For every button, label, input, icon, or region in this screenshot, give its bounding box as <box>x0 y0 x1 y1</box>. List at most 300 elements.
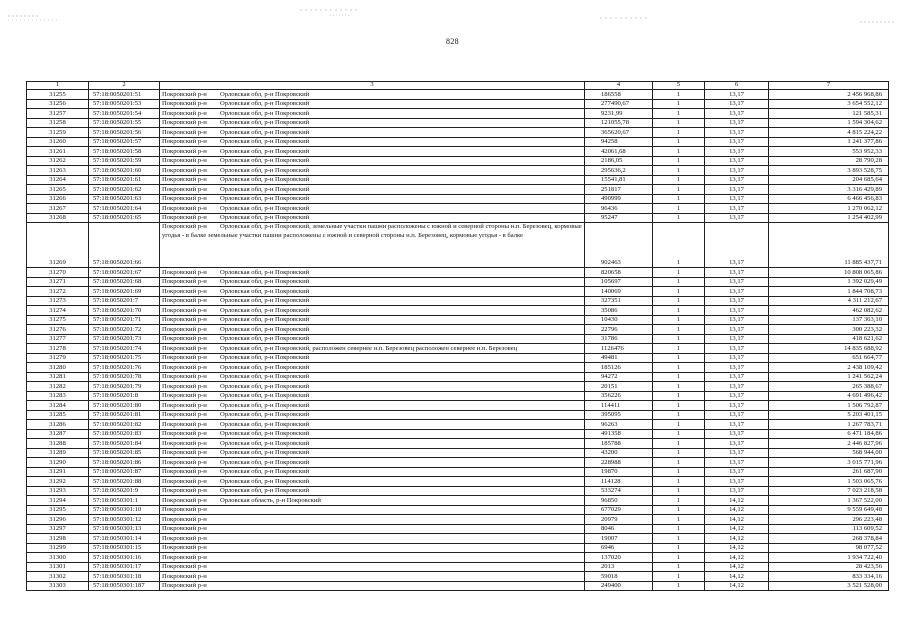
row-number-cell: 31264 <box>27 175 89 185</box>
area-cell: 295636,2 <box>585 166 653 176</box>
count-cell: 1 <box>653 99 705 109</box>
district-text: Покровский р-н <box>162 354 207 362</box>
table-row <box>27 363 889 373</box>
count-cell: 1 <box>653 306 705 316</box>
table-row <box>27 166 889 176</box>
value-cell: 1 392 029,49 <box>769 277 889 287</box>
cadastral-number-cell: 57:18:0050201:51 <box>89 90 160 100</box>
region-text: Орловская обл, р-н Покровский <box>220 430 310 438</box>
rate-cell: 13,17 <box>705 429 769 439</box>
area-cell: 15541,81 <box>585 175 653 185</box>
district-text: Покровский р-н <box>162 166 207 174</box>
count-cell: 1 <box>653 467 705 477</box>
area-cell: 228988 <box>585 458 653 468</box>
count-cell: 1 <box>653 296 705 306</box>
row-number-cell: 31269 <box>27 223 89 268</box>
row-number-cell: 31284 <box>27 401 89 411</box>
row-number-cell: 31294 <box>27 496 89 506</box>
value-cell: 268 378,84 <box>769 534 889 544</box>
table-row <box>27 147 889 157</box>
district-text: Покровский р-н <box>162 544 207 552</box>
address-cell <box>160 391 585 401</box>
area-cell: 59018 <box>585 572 653 582</box>
table-row <box>27 277 889 287</box>
count-cell: 1 <box>653 344 705 354</box>
rate-cell: 13,17 <box>705 439 769 449</box>
area-cell: 95247 <box>585 213 653 223</box>
cadastral-number-cell: 57:18:0050201:88 <box>89 477 160 487</box>
value-cell: 462 082,62 <box>769 306 889 316</box>
page-number: 828 <box>446 37 459 46</box>
row-number-cell: 31299 <box>27 543 89 553</box>
address-cell <box>160 439 585 449</box>
region-text: Орловская обл, р-н Покровский <box>220 468 310 476</box>
cadastral-number-cell: 57:18:0050201:84 <box>89 439 160 449</box>
area-cell: 20151 <box>585 382 653 392</box>
table-row <box>27 467 889 477</box>
rate-cell: 13,17 <box>705 486 769 496</box>
region-text: Орловская обл, р-н Покровский <box>220 382 310 390</box>
count-cell: 1 <box>653 496 705 506</box>
table-row <box>27 534 889 544</box>
address-cell <box>160 99 585 109</box>
region-text: Орловская обл, р-н Покровский <box>220 128 310 136</box>
cadastral-number-cell: 57:18:0050301:10 <box>89 505 160 515</box>
rate-cell: 13,17 <box>705 410 769 420</box>
address-cell <box>160 410 585 420</box>
value-cell: 4 691 496,42 <box>769 391 889 401</box>
area-cell: 365620,67 <box>585 128 653 138</box>
region-text: Орловская обл, р-н Покровский <box>220 147 310 155</box>
area-cell: 251817 <box>585 185 653 195</box>
table-row <box>27 496 889 506</box>
rate-cell: 14,12 <box>705 496 769 506</box>
rate-cell: 13,17 <box>705 99 769 109</box>
cadastral-number-cell: 57:18:0050201:7 <box>89 296 160 306</box>
region-text: Орловская обл, р-н Покровский <box>220 487 310 495</box>
region-text: Орловская обл, р-н Покровский, земельные участки пашни расположены с южной и северной стороны н.п. Березовец, кормовые угодья - в балке земельные участки пашни расположены с южной и северной стороны н.п. Березовец, кормовые угодья - в балке <box>162 223 582 239</box>
count-cell: 1 <box>653 90 705 100</box>
table-row <box>27 515 889 525</box>
rate-cell: 13,17 <box>705 315 769 325</box>
table-row <box>27 315 889 325</box>
column-header-1: 1 <box>27 82 89 90</box>
count-cell: 1 <box>653 391 705 401</box>
rate-cell: 13,17 <box>705 175 769 185</box>
rate-cell: 13,17 <box>705 372 769 382</box>
district-text: Покровский р-н <box>162 90 207 98</box>
table-row <box>27 306 889 316</box>
region-text: Орловская обл, р-н Покровский <box>220 449 310 457</box>
row-number-cell: 31301 <box>27 562 89 572</box>
table-row <box>27 185 889 195</box>
district-text: Покровский р-н <box>162 176 207 184</box>
count-cell: 1 <box>653 109 705 119</box>
region-text: Орловская обл, р-н Покровский <box>220 138 310 146</box>
count-cell: 1 <box>653 486 705 496</box>
region-text: Орловская обл, р-н Покровский <box>220 287 310 295</box>
row-number-cell: 31260 <box>27 137 89 147</box>
row-number-cell: 31286 <box>27 420 89 430</box>
table-row <box>27 334 889 344</box>
count-cell: 1 <box>653 534 705 544</box>
area-cell: 902463 <box>585 223 653 268</box>
district-text: Покровский р-н <box>162 344 207 352</box>
count-cell: 1 <box>653 166 705 176</box>
cadastral-number-cell: 57:18:0050201:57 <box>89 137 160 147</box>
area-cell: 49481 <box>585 353 653 363</box>
area-cell: 2186,05 <box>585 156 653 166</box>
area-cell: 140069 <box>585 287 653 297</box>
district-text: Покровский р-н <box>162 458 207 466</box>
address-cell <box>160 306 585 316</box>
cadastral-number-cell: 57:18:0050301:14 <box>89 534 160 544</box>
value-cell: 3 893 528,75 <box>769 166 889 176</box>
area-cell: 137020 <box>585 553 653 563</box>
value-cell: 6 466 456,83 <box>769 194 889 204</box>
address-cell <box>160 448 585 458</box>
row-number-cell: 31298 <box>27 534 89 544</box>
cadastral-number-cell: 57:18:0050201:61 <box>89 175 160 185</box>
area-cell: 185788 <box>585 439 653 449</box>
table-row <box>27 448 889 458</box>
cadastral-number-cell: 57:18:0050201:74 <box>89 344 160 354</box>
address-cell <box>160 467 585 477</box>
region-text: Орловская обл, р-н Покровский <box>220 119 310 127</box>
area-cell: 186558 <box>585 90 653 100</box>
area-cell: 8046 <box>585 524 653 534</box>
value-cell: 2 446 827,96 <box>769 439 889 449</box>
row-number-cell: 31300 <box>27 553 89 563</box>
rate-cell: 13,17 <box>705 118 769 128</box>
table-row <box>27 204 889 214</box>
address-cell <box>160 194 585 204</box>
area-cell: 114411 <box>585 401 653 411</box>
cadastral-number-cell: 57:18:0050201:85 <box>89 448 160 458</box>
area-cell: 10430 <box>585 315 653 325</box>
rate-cell: 13,17 <box>705 213 769 223</box>
cadastral-number-cell: 57:18:0050201:83 <box>89 429 160 439</box>
count-cell: 1 <box>653 315 705 325</box>
count-cell: 1 <box>653 524 705 534</box>
value-cell: 300 223,32 <box>769 325 889 335</box>
district-text: Покровский р-н <box>162 128 207 136</box>
rate-cell: 13,17 <box>705 268 769 278</box>
district-text: Покровский р-н <box>162 373 207 381</box>
area-cell: 35086 <box>585 306 653 316</box>
table-row <box>27 213 889 223</box>
area-cell: 94258 <box>585 137 653 147</box>
district-text: Покровский р-н <box>162 401 207 409</box>
table-row <box>27 410 889 420</box>
rate-cell: 13,17 <box>705 185 769 195</box>
address-cell <box>160 175 585 185</box>
address-cell <box>160 429 585 439</box>
rate-cell: 13,17 <box>705 344 769 354</box>
district-text: Покровский р-н <box>162 214 207 222</box>
value-cell: 1 934 722,40 <box>769 553 889 563</box>
district-text: Покровский р-н <box>162 204 207 212</box>
row-number-cell: 31270 <box>27 268 89 278</box>
table-row <box>27 296 889 306</box>
row-number-cell: 31290 <box>27 458 89 468</box>
cadastral-number-cell: 57:18:0050301:18 <box>89 572 160 582</box>
value-cell: 265 388,67 <box>769 382 889 392</box>
region-text: Орловская обл, р-н Покровский <box>220 278 310 286</box>
area-cell: 114128 <box>585 477 653 487</box>
rate-cell: 13,17 <box>705 147 769 157</box>
row-number-cell: 31266 <box>27 194 89 204</box>
value-cell: 3 521 528,00 <box>769 581 889 591</box>
value-cell: 568 944,00 <box>769 448 889 458</box>
row-number-cell: 31267 <box>27 204 89 214</box>
value-cell: 7 023 218,58 <box>769 486 889 496</box>
region-text: Орловская обл, р-н Покровский <box>220 439 310 447</box>
value-cell: 28 790,28 <box>769 156 889 166</box>
region-text: Орловская обл, р-н Покровский <box>220 166 310 174</box>
address-cell <box>160 543 585 553</box>
value-cell: 4 815 224,22 <box>769 128 889 138</box>
value-cell: 1 241 377,86 <box>769 137 889 147</box>
count-cell: 1 <box>653 572 705 582</box>
table-row <box>27 524 889 534</box>
value-cell: 261 687,90 <box>769 467 889 477</box>
address-cell <box>160 534 585 544</box>
value-cell: 1 844 708,73 <box>769 287 889 297</box>
table-row <box>27 458 889 468</box>
cadastral-number-cell: 57:18:0050201:8 <box>89 391 160 401</box>
count-cell: 1 <box>653 562 705 572</box>
address-cell <box>160 147 585 157</box>
address-cell <box>160 204 585 214</box>
row-number-cell: 31296 <box>27 515 89 525</box>
address-cell <box>160 156 585 166</box>
cadastral-number-cell: 57:18:0050201:73 <box>89 334 160 344</box>
district-text: Покровский р-н <box>162 100 207 108</box>
region-text: Орловская обл, р-н Покровский <box>220 297 310 305</box>
district-text: Покровский р-н <box>162 430 207 438</box>
row-number-cell: 31276 <box>27 325 89 335</box>
cadastral-number-cell: 57:18:0050201:70 <box>89 306 160 316</box>
region-text: Орловская обл, р-н Покровский <box>220 420 310 428</box>
row-number-cell: 31261 <box>27 147 89 157</box>
table-row <box>27 156 889 166</box>
area-cell: 356226 <box>585 391 653 401</box>
value-cell: 2 438 109,42 <box>769 363 889 373</box>
rate-cell: 14,12 <box>705 572 769 582</box>
region-text: Орловская обл, р-н Покровский <box>220 401 310 409</box>
region-text: Орловская обл, р-н Покровский <box>220 176 310 184</box>
district-text: Покровский р-н <box>162 109 207 117</box>
region-text: Орловская обл, р-н Покровский <box>220 373 310 381</box>
table-body <box>27 90 889 591</box>
district-text: Покровский р-н <box>162 392 207 400</box>
district-text: Покровский р-н <box>162 138 207 146</box>
area-cell: 20979 <box>585 515 653 525</box>
address-cell <box>160 458 585 468</box>
row-number-cell: 31279 <box>27 353 89 363</box>
row-number-cell: 31272 <box>27 287 89 297</box>
rate-cell: 13,17 <box>705 194 769 204</box>
row-number-cell: 31256 <box>27 99 89 109</box>
area-cell: 491358 <box>585 429 653 439</box>
count-cell: 1 <box>653 505 705 515</box>
area-cell: 2013 <box>585 562 653 572</box>
count-cell: 1 <box>653 543 705 553</box>
district-text: Покровский р-н <box>162 525 207 533</box>
table-row <box>27 553 889 563</box>
land-registry-table <box>26 81 889 591</box>
row-number-cell: 31289 <box>27 448 89 458</box>
value-cell: 3 015 771,96 <box>769 458 889 468</box>
count-cell: 1 <box>653 448 705 458</box>
district-text: Покровский р-н <box>162 195 207 203</box>
cadastral-number-cell: 57:18:0050201:76 <box>89 363 160 373</box>
table-row <box>27 572 889 582</box>
count-cell: 1 <box>653 429 705 439</box>
row-number-cell: 31292 <box>27 477 89 487</box>
row-number-cell: 31280 <box>27 363 89 373</box>
rate-cell: 13,17 <box>705 223 769 268</box>
cadastral-number-cell: 57:18:0050201:86 <box>89 458 160 468</box>
table-row <box>27 99 889 109</box>
cadastral-number-cell: 57:18:0050301:187 <box>89 581 160 591</box>
count-cell: 1 <box>653 372 705 382</box>
value-cell: 1 270 062,12 <box>769 204 889 214</box>
area-cell: 96850 <box>585 496 653 506</box>
address-cell <box>160 277 585 287</box>
cadastral-number-cell: 57:18:0050201:64 <box>89 204 160 214</box>
count-cell: 1 <box>653 410 705 420</box>
area-cell: 1126476 <box>585 344 653 354</box>
count-cell: 1 <box>653 137 705 147</box>
rate-cell: 14,12 <box>705 505 769 515</box>
count-cell: 1 <box>653 277 705 287</box>
table-row <box>27 109 889 119</box>
region-text: Орловская обл, р-н Покровский <box>220 325 310 333</box>
rate-cell: 13,17 <box>705 128 769 138</box>
value-cell: 3 316 429,89 <box>769 185 889 195</box>
address-cell <box>160 477 585 487</box>
address-cell <box>160 486 585 496</box>
count-cell: 1 <box>653 185 705 195</box>
cadastral-number-cell: 57:18:0050201:81 <box>89 410 160 420</box>
address-cell <box>160 334 585 344</box>
row-number-cell: 31281 <box>27 372 89 382</box>
area-cell: 121055,78 <box>585 118 653 128</box>
district-text: Покровский р-н <box>162 147 207 155</box>
area-cell: 677029 <box>585 505 653 515</box>
table-row <box>27 401 889 411</box>
row-number-cell: 31263 <box>27 166 89 176</box>
column-header-6: 6 <box>705 82 769 90</box>
row-number-cell: 31274 <box>27 306 89 316</box>
value-cell: 2 456 968,86 <box>769 90 889 100</box>
rate-cell: 13,17 <box>705 401 769 411</box>
address-cell <box>160 353 585 363</box>
address-cell <box>160 223 585 268</box>
rate-cell: 13,17 <box>705 137 769 147</box>
address-cell <box>160 137 585 147</box>
cadastral-number-cell: 57:18:0050201:54 <box>89 109 160 119</box>
district-text: Покровский р-н <box>162 363 207 371</box>
rate-cell: 13,17 <box>705 90 769 100</box>
rate-cell: 13,17 <box>705 156 769 166</box>
row-number-cell: 31275 <box>27 315 89 325</box>
table-row <box>27 429 889 439</box>
district-text: Покровский р-н <box>162 287 207 295</box>
count-cell: 1 <box>653 515 705 525</box>
count-cell: 1 <box>653 175 705 185</box>
address-cell <box>160 287 585 297</box>
address-cell <box>160 515 585 525</box>
area-cell: 533274 <box>585 486 653 496</box>
row-number-cell: 31302 <box>27 572 89 582</box>
area-cell: 96436 <box>585 204 653 214</box>
value-cell: 1 267 783,71 <box>769 420 889 430</box>
rate-cell: 14,12 <box>705 543 769 553</box>
district-text: Покровский р-н <box>162 534 207 542</box>
cadastral-number-cell: 57:18:0050201:65 <box>89 213 160 223</box>
address-cell <box>160 363 585 373</box>
district-text: Покровский р-н <box>162 553 207 561</box>
cadastral-number-cell: 57:18:0050201:66 <box>89 223 160 268</box>
row-number-cell: 31271 <box>27 277 89 287</box>
region-text: Орловская обл, р-н Покровский <box>220 214 310 222</box>
count-cell: 1 <box>653 268 705 278</box>
count-cell: 1 <box>653 325 705 335</box>
cadastral-number-cell: 57:18:0050201:53 <box>89 99 160 109</box>
rate-cell: 14,12 <box>705 581 769 591</box>
row-number-cell: 31258 <box>27 118 89 128</box>
cadastral-number-cell: 57:18:0050201:63 <box>89 194 160 204</box>
cadastral-number-cell: 57:18:0050201:67 <box>89 268 160 278</box>
count-cell: 1 <box>653 213 705 223</box>
rate-cell: 13,17 <box>705 287 769 297</box>
row-number-cell: 31257 <box>27 109 89 119</box>
cadastral-number-cell: 57:18:0050201:82 <box>89 420 160 430</box>
area-cell: 19007 <box>585 534 653 544</box>
value-cell: 14 835 688,92 <box>769 344 889 354</box>
column-header-4: 4 <box>585 82 653 90</box>
table-row <box>27 439 889 449</box>
cadastral-number-cell: 57:18:0050201:87 <box>89 467 160 477</box>
row-number-cell: 31297 <box>27 524 89 534</box>
value-cell: 833 334,16 <box>769 572 889 582</box>
column-header-7: 7 <box>769 82 889 90</box>
count-cell: 1 <box>653 147 705 157</box>
table-row <box>27 391 889 401</box>
district-text: Покровский р-н <box>162 278 207 286</box>
value-cell: 418 621,62 <box>769 334 889 344</box>
district-text: Покровский р-н <box>162 119 207 127</box>
area-cell: 6946 <box>585 543 653 553</box>
area-cell: 277490,67 <box>585 99 653 109</box>
rate-cell: 14,12 <box>705 534 769 544</box>
value-cell: 98 077,52 <box>769 543 889 553</box>
address-cell <box>160 344 585 354</box>
table-row <box>27 477 889 487</box>
region-text: Орловская обл, р-н Покровский <box>220 354 310 362</box>
cadastral-number-cell: 57:18:0050201:78 <box>89 372 160 382</box>
cadastral-number-cell: 57:18:0050201:69 <box>89 287 160 297</box>
cadastral-number-cell: 57:18:0050201:71 <box>89 315 160 325</box>
region-text: Орловская обл, р-н Покровский <box>220 477 310 485</box>
rate-cell: 13,17 <box>705 363 769 373</box>
rate-cell: 13,17 <box>705 382 769 392</box>
area-cell: 105697 <box>585 277 653 287</box>
row-number-cell: 31255 <box>27 90 89 100</box>
